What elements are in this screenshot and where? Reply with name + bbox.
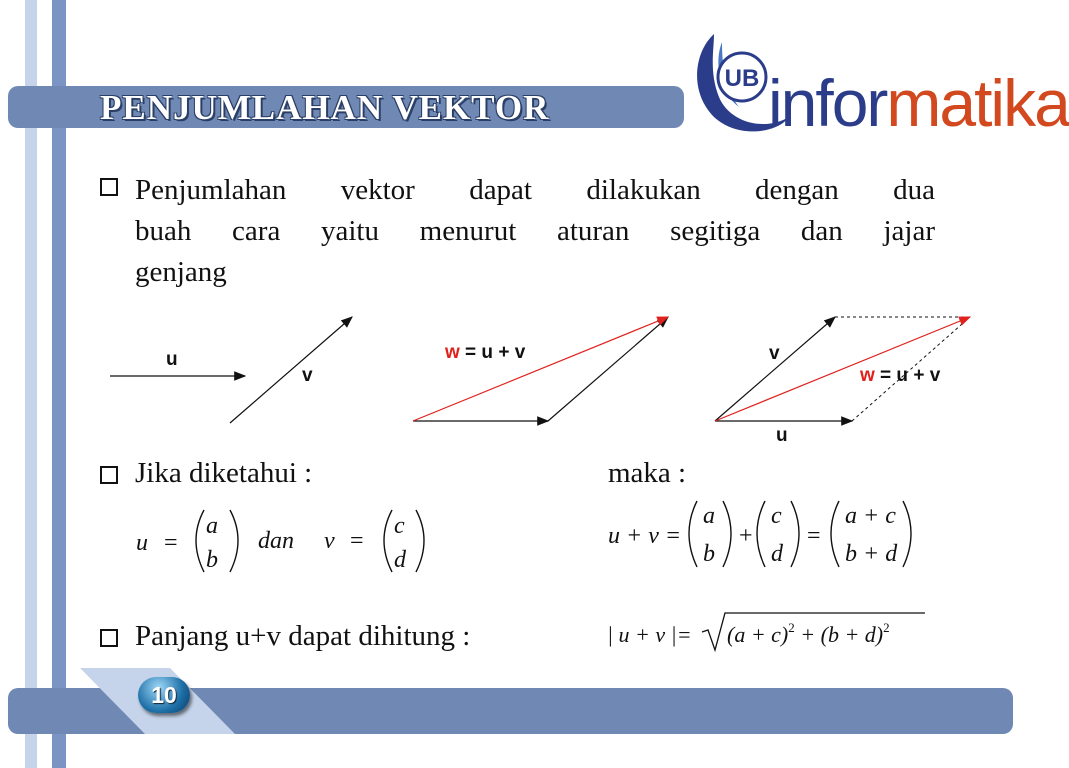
v-equals: =	[350, 528, 364, 554]
sum-lhs: u + v =	[608, 523, 682, 549]
sum-c: c	[771, 503, 782, 529]
matrix-u-b: b	[206, 547, 218, 573]
dan-text: dan	[258, 528, 294, 554]
sum-d: d	[771, 541, 783, 567]
bullet-checkbox-3	[100, 629, 118, 647]
logo-wordmark	[768, 66, 1069, 140]
sum-b: b	[703, 541, 715, 567]
triangle-v-arrow	[548, 317, 668, 421]
logo-badge-text: UB	[724, 65, 760, 92]
sum-plus: +	[739, 523, 753, 549]
sum-formula	[605, 495, 915, 580]
vector-v-arrow	[230, 317, 352, 423]
length-lhs: | u + v |=	[607, 622, 692, 647]
length-sup-1: 2	[788, 620, 795, 635]
logo-part2: matika	[886, 66, 1069, 140]
bullet-1-line-3: genjang	[135, 256, 227, 288]
bullet-3-text: Panjang u+v dapat dihitung :	[135, 620, 471, 652]
parallelogram-u-label: u	[776, 425, 788, 446]
u-symbol: u	[136, 530, 148, 556]
svg-text:(a + c)2 + (b + d)2	[727, 620, 890, 647]
sum-b-plus-d: b + d	[845, 541, 898, 567]
matrix-u-a: a	[206, 513, 218, 539]
maka-label: maka :	[608, 457, 687, 489]
logo-part1: infor	[768, 66, 887, 140]
matrix-v-c: c	[394, 513, 405, 539]
vector-v-label: v	[302, 365, 313, 386]
v-symbol: v	[324, 528, 335, 554]
parallelogram-v-arrow	[715, 317, 835, 421]
bullet-2-text: Jika diketahui :	[135, 457, 313, 489]
parallelogram-w-label: w = u + v	[860, 365, 941, 386]
bullet-checkbox-2	[100, 466, 118, 484]
parallelogram-v-label: v	[769, 343, 780, 364]
sum-a: a	[703, 503, 715, 529]
bullet-1-line-1: Penjumlahan vektor dapat dilakukan dengan dua	[135, 174, 935, 206]
length-formula	[605, 610, 930, 655]
vector-u-label: u	[166, 349, 178, 370]
sum-equals: =	[807, 523, 821, 549]
triangle-w-arrow	[413, 317, 668, 421]
vector-diagrams	[100, 305, 980, 446]
bullet-checkbox-1	[100, 178, 118, 196]
sum-a-plus-c: a + c	[845, 503, 896, 529]
length-term-2: + (b + d)	[794, 622, 884, 647]
vector-definitions	[130, 500, 450, 585]
length-term-1: (a + c)	[727, 622, 789, 647]
bullet-1-text	[135, 170, 935, 293]
matrix-v-d: d	[394, 547, 406, 573]
bullet-1-line-2: buah cara yaitu menurut aturan segitiga dan jajar	[135, 215, 935, 247]
length-sup-2: 2	[883, 620, 890, 635]
page-number: 10	[151, 682, 177, 708]
u-equals: =	[164, 530, 178, 556]
slide-title: PENJUMLAHAN VEKTOR	[100, 88, 550, 127]
triangle-w-label: w = u + v	[445, 342, 526, 363]
